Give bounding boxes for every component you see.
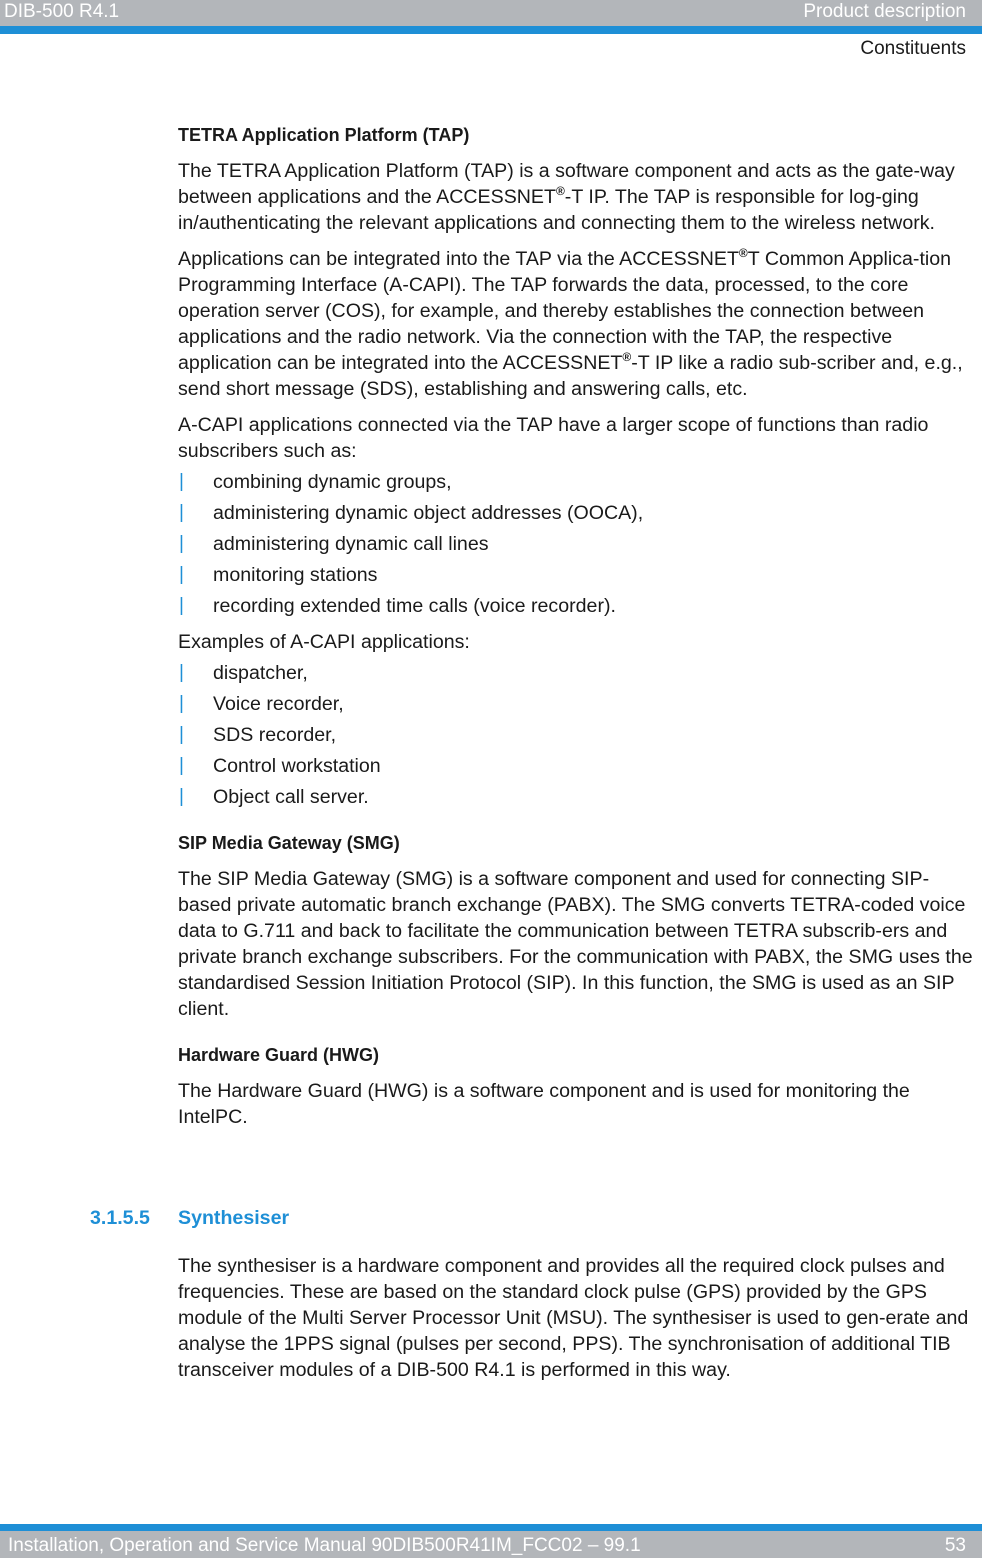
list-item: | recording extended time calls (voice recorder).: [179, 595, 616, 617]
smg-paragraph: The SIP Media Gateway (SMG) is a software component and used for connecting SIP-based private automatic branch exchange (PABX). The SMG converts TETRA-coded voice data to G.711 and back to facilitate the communication between TETRA subscrib-ers and private branch exchange subscribers. For the communication with PABX, the SMG uses the standardised Session Initiation Protocol (SIP). In this function, the SMG is used as an SIP client.: [178, 868, 973, 1020]
list-item: | monitoring stations: [179, 564, 378, 586]
tap-heading: TETRA Application Platform (TAP): [178, 125, 470, 145]
list-item: | Control workstation: [179, 755, 381, 777]
synthesiser-section-heading: [90, 1205, 790, 1231]
bullet-bar-icon: |: [179, 502, 184, 523]
tap-paragraph-3: A-CAPI applications connected via the TAP have a larger scope of functions than radio subscribers such as:: [178, 414, 929, 462]
bullet-bar-icon: |: [179, 724, 184, 745]
synthesiser-content: [178, 1253, 978, 1393]
list-item: | SDS recorder,: [179, 724, 337, 746]
list-item: | administering dynamic object addresses (OOCA),: [179, 502, 644, 524]
list-item: | combining dynamic groups,: [179, 471, 452, 493]
bullet-bar-icon: |: [179, 786, 184, 807]
synthesiser-paragraph: The synthesiser is a hardware component and provides all the required clock pulses and frequencies. These are based on the standard clock pulse (GPS) provided by the GPS module of the Multi Server Processor Unit (MSU). The synthesiser is used to gen-erate and analyse the 1PPS signal (pulses per second, PPS). The synchronisation of additional TIB transceiver modules of a DIB-500 R4.1 is performed in this way.: [178, 1255, 969, 1381]
list-item: | Voice recorder,: [179, 693, 344, 715]
tap-paragraph-1: The TETRA Application Platform (TAP) is a software component and acts as the gate-way between applications and the ACCESSNET®-T IP. The TAP is responsible for log-ging in/authenticating the relevant applications and connecting them to the wireless network.: [178, 160, 955, 234]
registered-mark: ®: [555, 184, 565, 198]
hwg-heading: Hardware Guard (HWG): [178, 1045, 380, 1065]
section-title: Synthesiser: [178, 1207, 290, 1229]
hwg-paragraph: The Hardware Guard (HWG) is a software component and is used for monitoring the IntelPC.: [178, 1080, 910, 1128]
functions-list: [178, 469, 978, 619]
bullet-bar-icon: |: [179, 471, 184, 492]
smg-heading: SIP Media Gateway (SMG): [178, 833, 400, 853]
bullet-bar-icon: |: [179, 662, 184, 683]
bullet-bar-icon: |: [179, 595, 184, 616]
bullet-bar-icon: |: [179, 755, 184, 776]
header-chapter-title: Product description: [803, 1, 966, 22]
bullet-bar-icon: |: [179, 533, 184, 554]
page-number: 53: [944, 1535, 966, 1556]
bullet-bar-icon: |: [179, 693, 184, 714]
header-section-title: Constituents: [860, 38, 966, 59]
registered-mark: ®: [622, 350, 632, 364]
bullet-bar-icon: |: [179, 564, 184, 585]
footer-manual-title: Installation, Operation and Service Manual 90DIB500R41IM_FCC02 – 99.1: [8, 1535, 641, 1556]
section-number: 3.1.5.5: [90, 1207, 150, 1229]
registered-mark: ®: [738, 246, 748, 260]
tap-paragraph-2: Applications can be integrated into the TAP via the ACCESSNET®T Common Applica-tion Programming Interface (A-CAPI). The TAP forwards the data, processed, to the core operation server (COS), for example, and thereby establishes the connection between applications and the radio network. Via the connection with the TAP, the respective application can be integrated into the ACCESSNET®-T IP like a radio sub-scriber and, e.g., send short message (SDS), establishing and answering calls, etc.: [178, 246, 963, 400]
list-item: | Object call server.: [179, 786, 369, 808]
header-accent-line: [0, 26, 982, 34]
main-content: [178, 122, 978, 1140]
list-item: | administering dynamic call lines: [179, 533, 489, 555]
footer-accent-line: [0, 1524, 982, 1531]
examples-list: [178, 660, 978, 810]
list-item: | dispatcher,: [179, 662, 308, 684]
examples-intro: Examples of A-CAPI applications:: [178, 631, 470, 653]
header-document-title: DIB-500 R4.1: [4, 1, 120, 22]
